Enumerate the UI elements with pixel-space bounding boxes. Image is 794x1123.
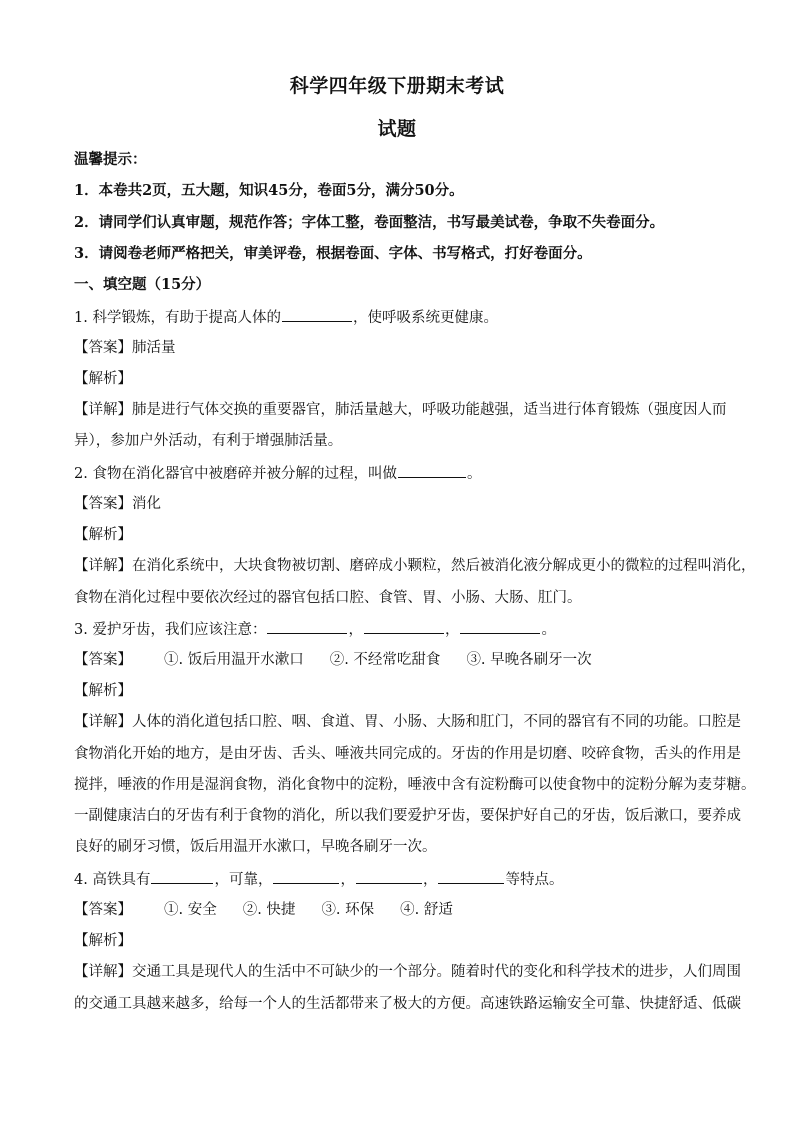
- detail-line: 异），参加户外活动，有利于增强肺活量。: [74, 433, 343, 449]
- answer-tag: 【答案】: [74, 340, 132, 356]
- answer-item: ④. 舒适: [400, 902, 453, 918]
- answer-blank: [267, 619, 347, 634]
- answer-item: ②. 不经常吃甜食: [329, 652, 441, 668]
- question-text: 。: [466, 466, 482, 482]
- question-text: 。: [541, 622, 556, 638]
- answer-item: ①. 饭后用温开水漱口: [164, 652, 304, 668]
- detail-tag: 【详解】: [74, 558, 132, 574]
- answer-blank: [398, 463, 466, 478]
- answer-text: 肺活量: [132, 340, 176, 356]
- detail-line: 食物在消化过程中要依次经过的器官包括口腔、食管、胃、小肠、大肠、肛门。: [74, 590, 582, 606]
- exam-subtitle: 试题: [377, 118, 417, 140]
- tip-item: 2．请同学们认真审题，规范作答；字体工整，卷面整洁，书写最美试卷，争取不失卷面分。: [74, 214, 665, 231]
- question-text: ，可靠，: [214, 872, 273, 888]
- tip-item: 3．请阅卷老师严格把关，审美评卷，根据卷面、字体、书写格式，打好卷面分。: [74, 245, 592, 262]
- analysis-tag: 【解析】: [74, 527, 132, 543]
- answer-line: [74, 338, 724, 358]
- question-4: [74, 869, 724, 890]
- tip-item: 1．本卷共2页，五大题，知识45分，卷面5分，满分50分。: [74, 182, 464, 199]
- answer-item: ②. 快捷: [242, 902, 296, 918]
- detail-text: 交通工具是现代人的生活中不可缺少的一个部分。随着时代的变化和科学技术的进步，人们周围: [132, 964, 741, 980]
- answer-blank: [151, 869, 213, 884]
- answer-blank: [438, 869, 504, 884]
- detail-line: [74, 712, 741, 732]
- question-1: [74, 307, 724, 328]
- answer-line: [74, 494, 724, 514]
- exam-title: 科学四年级下册期末考试: [289, 75, 505, 97]
- detail-tag: 【详解】: [74, 964, 132, 980]
- question-3: [74, 619, 724, 640]
- answer-line: [74, 650, 724, 670]
- detail-line: 一副健康洁白的牙齿有利于食物的消化，所以我们要爱护牙齿，要保护好自己的牙齿，饭后漱口，要养成: [74, 808, 741, 824]
- question-text: ，使呼吸系统更健康。: [352, 310, 498, 326]
- answer-blank: [282, 307, 352, 322]
- separator: ，: [422, 872, 438, 888]
- detail-text: 人体的消化道包括口腔、咽、食道、胃、小肠、大肠和肛门，不同的器官有不同的功能。口腔是: [132, 714, 741, 730]
- detail-line: 搅拌，唾液的作用是湿润食物，消化食物中的淀粉，唾液中含有淀粉酶可以使食物中的淀粉分解为麦芽糖。: [74, 777, 756, 793]
- detail-line: 良好的刷牙习惯，饭后用温开水漱口，早晚各刷牙一次。: [74, 839, 437, 855]
- question-text: 1. 科学锻炼，有助于提高人体的: [74, 310, 281, 326]
- answer-tag: 【答案】: [74, 902, 132, 918]
- question-2: [74, 463, 724, 484]
- detail-line: [74, 400, 727, 420]
- detail-tag: 【详解】: [74, 402, 132, 418]
- answer-blank: [356, 869, 422, 884]
- detail-text: 肺是进行气体交换的重要器官，肺活量越大，呼吸功能越强，适当进行体育锻炼（强度因人而: [132, 402, 727, 418]
- analysis-tag: 【解析】: [74, 371, 132, 387]
- detail-line: [74, 962, 741, 982]
- detail-line: 的交通工具越来越多，给每一个人的生活都带来了极大的方便。高速铁路运输安全可靠、快捷舒适、低碳: [74, 996, 741, 1012]
- answer-item: ①. 安全: [164, 902, 217, 918]
- detail-line: 食物消化开始的地方，是由牙齿、舌头、唾液共同完成的。牙齿的作用是切磨、咬碎食物，舌头的作用是: [74, 746, 741, 762]
- answer-tag: 【答案】: [74, 652, 132, 668]
- answer-blank: [364, 619, 444, 634]
- answer-item: ③. 环保: [321, 902, 375, 918]
- answer-tag: 【答案】: [74, 496, 132, 512]
- detail-text: 在消化系统中，大块食物被切割、磨碎成小颗粒，然后被消化液分解成更小的微粒的过程叫消化，: [132, 558, 756, 574]
- answer-text: 消化: [132, 496, 161, 512]
- detail-tag: 【详解】: [74, 714, 132, 730]
- answer-blank: [273, 869, 339, 884]
- question-text: 等特点。: [505, 872, 564, 888]
- separator: ，: [444, 622, 460, 638]
- separator: ，: [348, 622, 363, 638]
- question-text: 2. 食物在消化器官中被磨碎并被分解的过程，叫做: [74, 466, 397, 482]
- question-text: 4. 高铁具有: [74, 872, 151, 888]
- separator: ，: [340, 872, 355, 888]
- answer-item: ③. 早晚各刷牙一次: [466, 652, 592, 668]
- answer-line: [74, 900, 724, 920]
- analysis-tag: 【解析】: [74, 933, 132, 949]
- analysis-tag: 【解析】: [74, 683, 132, 699]
- question-text: 3. 爱护牙齿，我们应该注意：: [74, 622, 267, 638]
- answer-blank: [460, 619, 540, 634]
- tips-heading: 温馨提示：: [74, 151, 147, 168]
- detail-line: [74, 556, 756, 576]
- section-heading: 一、填空题（15分）: [74, 276, 211, 293]
